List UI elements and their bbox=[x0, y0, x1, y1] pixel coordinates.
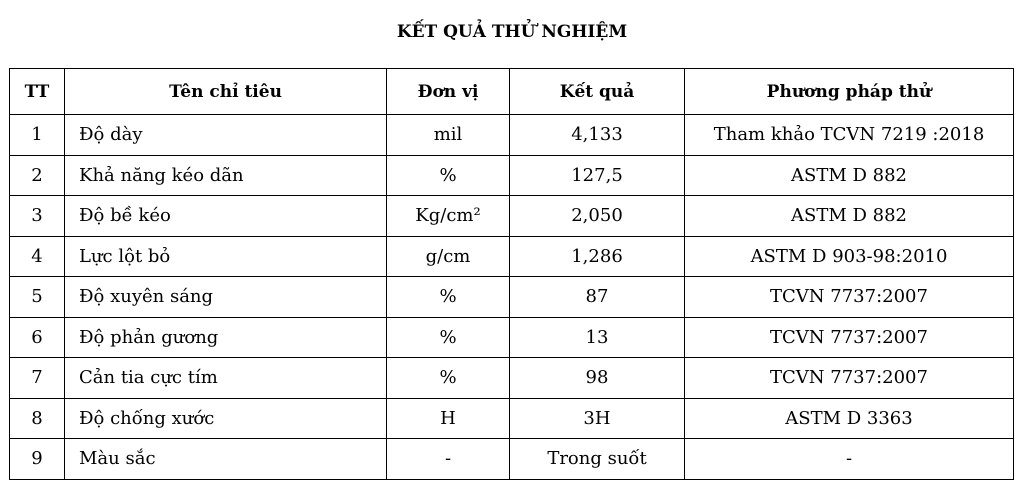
row-name: Độ dày bbox=[65, 115, 387, 156]
row-method: TCVN 7737:2007 bbox=[685, 277, 1014, 318]
table-row bbox=[10, 115, 1014, 156]
row-unit: - bbox=[387, 439, 510, 480]
row-method: ASTM D 882 bbox=[685, 196, 1014, 237]
table-row bbox=[10, 236, 1014, 277]
row-tt: 2 bbox=[10, 155, 65, 196]
row-result: 1,286 bbox=[510, 236, 685, 277]
table-row bbox=[10, 398, 1014, 439]
table-row bbox=[10, 196, 1014, 237]
row-tt: 8 bbox=[10, 398, 65, 439]
row-name: Màu sắc bbox=[65, 439, 387, 480]
row-method: - bbox=[685, 439, 1014, 480]
row-name: Độ xuyên sáng bbox=[65, 277, 387, 318]
document-title: KẾT QUẢ THỬ NGHIỆM bbox=[396, 22, 628, 42]
header-method: Phương pháp thử bbox=[685, 69, 1014, 115]
row-method: TCVN 7737:2007 bbox=[685, 317, 1014, 358]
row-name: Khả năng kéo dãn bbox=[65, 155, 387, 196]
row-tt: 1 bbox=[10, 115, 65, 156]
row-tt: 4 bbox=[10, 236, 65, 277]
row-unit: Kg/cm² bbox=[387, 196, 510, 237]
row-result: 3H bbox=[510, 398, 685, 439]
row-unit: mil bbox=[387, 115, 510, 156]
row-result: 4,133 bbox=[510, 115, 685, 156]
table-row bbox=[10, 317, 1014, 358]
row-unit: % bbox=[387, 155, 510, 196]
row-result: 87 bbox=[510, 277, 685, 318]
row-method: ASTM D 903-98:2010 bbox=[685, 236, 1014, 277]
row-unit: % bbox=[387, 317, 510, 358]
header-result: Kết quả bbox=[510, 69, 685, 115]
header-tt: TT bbox=[10, 69, 65, 115]
row-result: 13 bbox=[510, 317, 685, 358]
header-name: Tên chỉ tiêu bbox=[65, 69, 387, 115]
row-result: 127,5 bbox=[510, 155, 685, 196]
row-tt: 3 bbox=[10, 196, 65, 237]
table-row bbox=[10, 277, 1014, 318]
header-unit: Đơn vị bbox=[387, 69, 510, 115]
row-tt: 5 bbox=[10, 277, 65, 318]
row-unit: % bbox=[387, 277, 510, 318]
row-method: Tham khảo TCVN 7219 :2018 bbox=[685, 115, 1014, 156]
row-tt: 7 bbox=[10, 358, 65, 399]
table-row bbox=[10, 358, 1014, 399]
table-header-row bbox=[10, 69, 1014, 115]
row-method: ASTM D 882 bbox=[685, 155, 1014, 196]
row-name: Cản tia cực tím bbox=[65, 358, 387, 399]
row-method: ASTM D 3363 bbox=[685, 398, 1014, 439]
row-unit: % bbox=[387, 358, 510, 399]
row-method: TCVN 7737:2007 bbox=[685, 358, 1014, 399]
row-unit: H bbox=[387, 398, 510, 439]
row-result: 2,050 bbox=[510, 196, 685, 237]
row-tt: 9 bbox=[10, 439, 65, 480]
row-result: 98 bbox=[510, 358, 685, 399]
row-tt: 6 bbox=[10, 317, 65, 358]
table-row bbox=[10, 155, 1014, 196]
row-name: Lực lột bỏ bbox=[65, 236, 387, 277]
row-name: Độ phản gương bbox=[65, 317, 387, 358]
row-name: Độ chống xước bbox=[65, 398, 387, 439]
test-results-table bbox=[9, 68, 1014, 480]
row-result: Trong suốt bbox=[510, 439, 685, 480]
row-name: Độ bề kéo bbox=[65, 196, 387, 237]
table-row bbox=[10, 439, 1014, 480]
row-unit: g/cm bbox=[387, 236, 510, 277]
